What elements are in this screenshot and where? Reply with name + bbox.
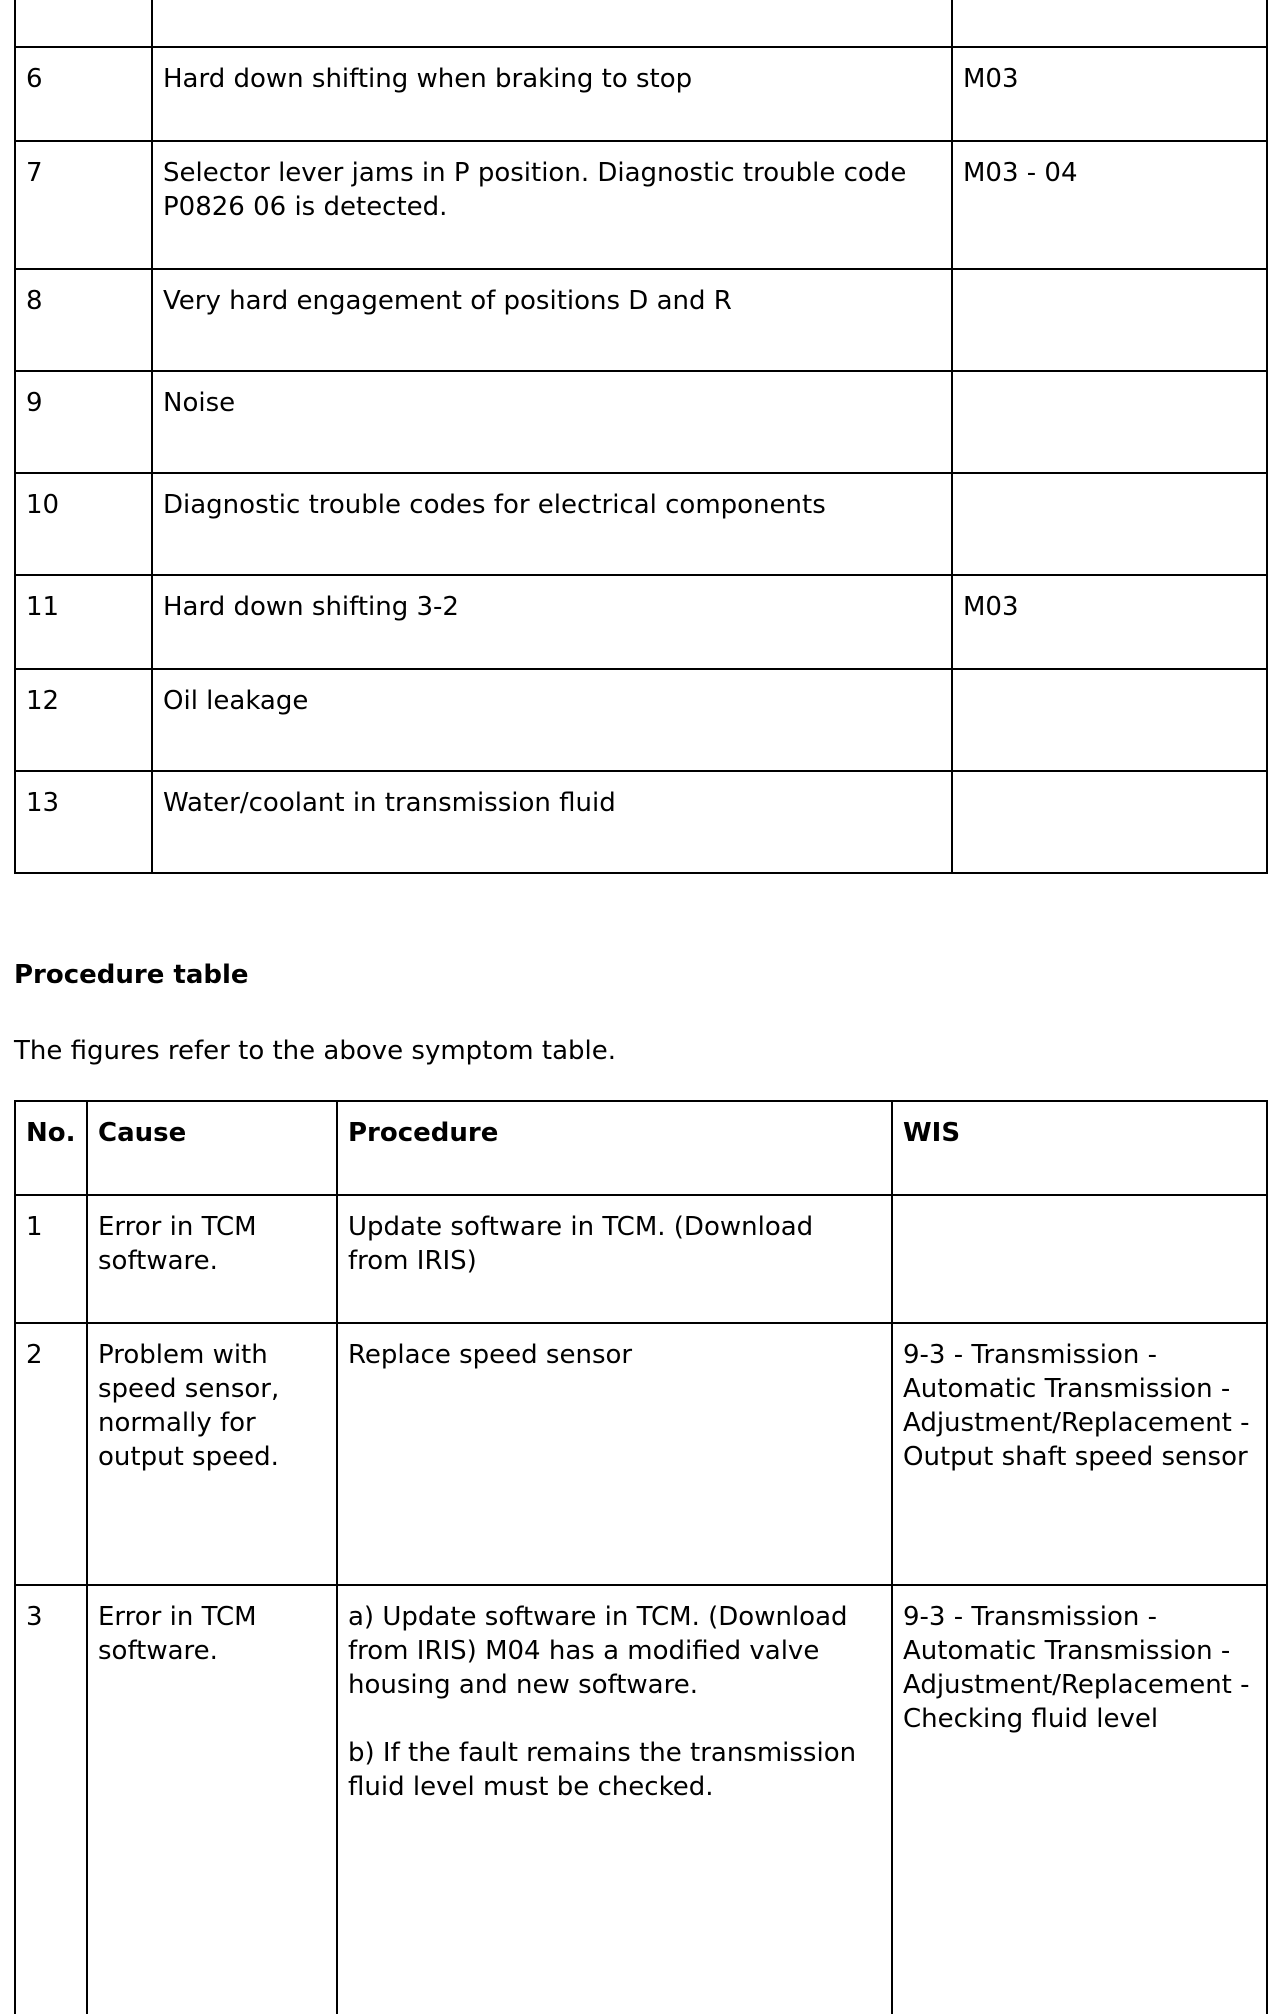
- table-row: [15, 141, 1267, 269]
- procedure-steps: [337, 1195, 892, 1323]
- symptom-no: 8: [15, 269, 152, 371]
- symptom-model: M03: [952, 47, 1267, 141]
- symptom-model: [952, 669, 1267, 771]
- procedure-wis: 9-3 - Transmission - Automatic Transmission - Adjustment/Replacement - Checking fluid level: [892, 1585, 1267, 2014]
- symptom-model: M03 - 04: [952, 141, 1267, 269]
- procedure-cause: Error in TCM software.: [87, 1195, 337, 1323]
- column-header-wis: WIS: [892, 1101, 1267, 1195]
- procedure-wis: 9-3 - Transmission - Automatic Transmission - Adjustment/Replacement - Output shaft speed sensor: [892, 1323, 1267, 1585]
- procedure-wis: [892, 1195, 1267, 1323]
- table-row: [15, 371, 1267, 473]
- procedure-steps: [337, 1585, 892, 2014]
- procedure-cause: Error in TCM software.: [87, 1585, 337, 2014]
- procedure-step: Update software in TCM. (Download from IRIS): [348, 1212, 814, 1276]
- table-row: [15, 47, 1267, 141]
- symptom-description: Noise: [152, 371, 952, 473]
- symptom-description: Diagnostic trouble codes for electrical components: [152, 473, 952, 575]
- symptom-no: 10: [15, 473, 152, 575]
- procedure-no: 2: [15, 1323, 87, 1585]
- symptom-no: 7: [15, 141, 152, 269]
- symptom-description: Very hard engagement of positions D and R: [152, 269, 952, 371]
- table-row: [15, 269, 1267, 371]
- symptom-description: Selector lever jams in P position. Diagnostic trouble code P0826 06 is detected.: [152, 141, 952, 269]
- table-row: [15, 1323, 1267, 1585]
- symptom-model: M03: [952, 575, 1267, 669]
- table-row: [15, 669, 1267, 771]
- symptom-table: [14, 0, 1268, 874]
- symptom-description: Oil leakage: [152, 669, 952, 771]
- symptom-description: Hard down shifting when braking to stop: [152, 47, 952, 141]
- procedure-step: Replace speed sensor: [348, 1340, 633, 1370]
- symptom-model: [952, 771, 1267, 873]
- symptom-no: 11: [15, 575, 152, 669]
- table-row: [15, 575, 1267, 669]
- column-header-no: No.: [15, 1101, 87, 1195]
- symptom-model: [952, 269, 1267, 371]
- table-header-row: [15, 1101, 1267, 1195]
- column-header-cause: Cause: [87, 1101, 337, 1195]
- table-row: [15, 0, 1267, 47]
- procedure-step: a) Update software in TCM. (Download from IRIS) M04 has a modified valve housing and new software.: [348, 1602, 848, 1700]
- symptom-model: [952, 371, 1267, 473]
- symptom-no: 13: [15, 771, 152, 873]
- procedure-no: 3: [15, 1585, 87, 2014]
- procedure-no: 1: [15, 1195, 87, 1323]
- symptom-no: 9: [15, 371, 152, 473]
- procedure-steps: [337, 1323, 892, 1585]
- symptom-no: 6: [15, 47, 152, 141]
- column-header-procedure: Procedure: [337, 1101, 892, 1195]
- procedure-step: b) If the fault remains the transmission fluid level must be checked.: [348, 1738, 857, 1802]
- table-row: [15, 1195, 1267, 1323]
- table-row: [15, 473, 1267, 575]
- symptom-description: Hard down shifting 3-2: [152, 575, 952, 669]
- table-row: [15, 771, 1267, 873]
- section-intro: The figures refer to the above symptom table.: [14, 1036, 616, 1066]
- symptom-model: [952, 473, 1267, 575]
- section-heading: Procedure table: [14, 960, 249, 990]
- procedure-table: [14, 1100, 1268, 2014]
- symptom-no: 12: [15, 669, 152, 771]
- procedure-cause: Problem with speed sensor, normally for output speed.: [87, 1323, 337, 1585]
- symptom-description: Water/coolant in transmission fluid: [152, 771, 952, 873]
- table-row: [15, 1585, 1267, 2014]
